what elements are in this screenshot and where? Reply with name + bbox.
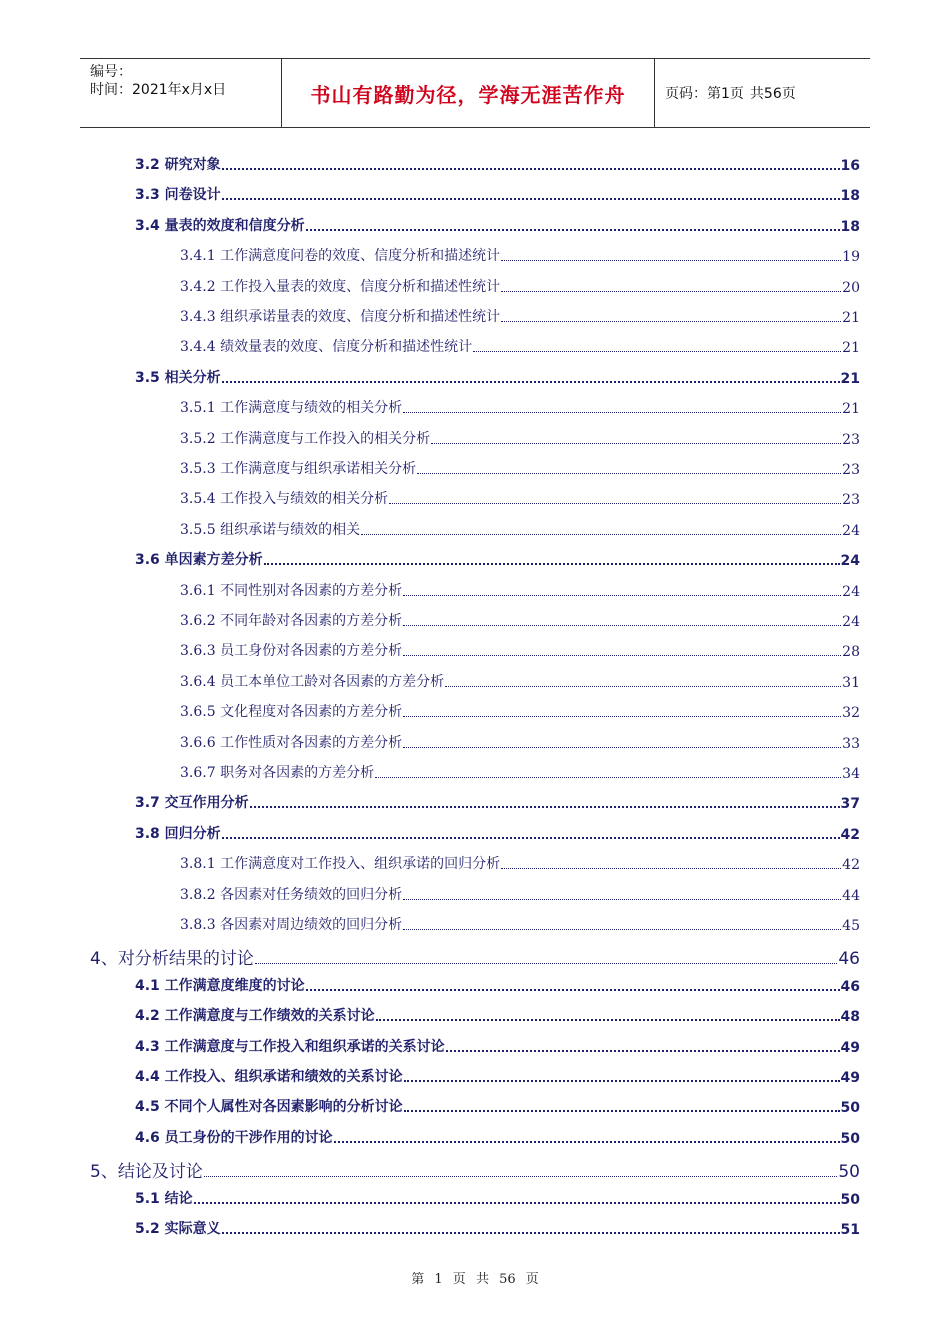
toc-entry-page: 32 — [842, 705, 860, 722]
toc-dot-leader — [403, 595, 841, 596]
footer-total-pages: 56 — [499, 1272, 516, 1287]
toc-entry-page: 18 — [840, 218, 860, 235]
toc-entry-title: 3.6.2 不同年龄对各因素的方差分析 — [180, 613, 403, 629]
toc-entry-page: 49 — [840, 1070, 860, 1086]
toc-entry[interactable] — [180, 762, 860, 782]
toc-entry-page: 21 — [840, 370, 860, 387]
toc-entry[interactable] — [180, 428, 860, 448]
toc-entry-page: 50 — [840, 1130, 860, 1147]
toc-dot-leader — [204, 1176, 838, 1177]
toc-entry-title: 5、结论及讨论 — [90, 1162, 203, 1183]
toc-entry-title: 3.8 回归分析 — [135, 825, 221, 842]
footer-di: 第 — [411, 1272, 425, 1287]
toc-entry[interactable] — [135, 549, 860, 569]
toc-dot-leader — [501, 868, 841, 869]
toc-entry-page: 50 — [840, 1100, 860, 1117]
toc-dot-leader — [222, 168, 840, 170]
toc-entry-title: 3.6.7 职务对各因素的方差分析 — [180, 765, 375, 781]
toc-dot-leader — [306, 229, 840, 231]
toc-entry[interactable] — [180, 853, 860, 873]
toc-entry[interactable] — [180, 397, 860, 417]
toc-dot-leader — [389, 503, 841, 504]
toc-entry-title: 3.6.6 工作性质对各因素的方差分析 — [180, 734, 403, 751]
footer-page-number: 1 — [434, 1272, 443, 1287]
toc-dot-leader — [431, 443, 841, 444]
toc-entry[interactable] — [180, 701, 860, 721]
toc-dot-leader — [255, 963, 838, 964]
toc-entry-page: 21 — [842, 401, 860, 418]
toc-entry-page: 49 — [840, 1039, 860, 1056]
toc-entry-title: 4.1 工作满意度维度的讨论 — [135, 977, 305, 994]
toc-entry-page: 23 — [842, 492, 860, 509]
toc-dot-leader — [501, 291, 841, 292]
toc-dot-leader — [404, 1110, 840, 1112]
toc-entry-title: 3.6.4 员工本单位工龄对各因素的方差分析 — [180, 673, 445, 690]
toc-entry-title: 3.3 问卷设计 — [135, 187, 221, 204]
toc-entry[interactable] — [135, 1218, 860, 1238]
toc-entry-title: 3.7 交互作用分析 — [135, 795, 249, 812]
toc-entry-title: 4.2 工作满意度与工作绩效的关系讨论 — [135, 1008, 375, 1025]
toc-entry-page: 50 — [838, 1162, 860, 1183]
toc-entry-title: 3.8.1 工作满意度对工作投入、组织承诺的回归分析 — [180, 856, 501, 873]
toc-dot-leader — [222, 381, 840, 383]
toc-dot-leader — [375, 777, 841, 778]
toc-dot-leader — [403, 899, 841, 900]
header-motto: 书山有路勤为径，学海无涯苦作舟 — [281, 59, 655, 127]
toc-entry[interactable] — [135, 154, 860, 174]
toc-entry[interactable] — [180, 306, 860, 326]
toc-entry-page: 23 — [842, 431, 860, 448]
toc-entry-title: 5.2 实际意义 — [135, 1221, 221, 1237]
toc-entry[interactable] — [90, 1157, 860, 1182]
toc-dot-leader — [404, 1080, 840, 1082]
toc-dot-leader — [194, 1202, 840, 1204]
toc-entry-page: 23 — [842, 462, 860, 478]
toc-entry[interactable] — [180, 732, 860, 752]
footer-gong: 共 — [475, 1272, 489, 1287]
toc-entry-title: 3.6 单因素方差分析 — [135, 552, 263, 569]
toc-entry-page: 16 — [840, 158, 860, 174]
toc-entry[interactable] — [135, 823, 860, 843]
toc-dot-leader — [222, 837, 840, 839]
toc-dot-leader — [403, 625, 841, 626]
toc-entry-page: 48 — [840, 1009, 860, 1026]
toc-entry-title: 5.1 结论 — [135, 1190, 193, 1207]
toc-entry-title: 3.5 相关分析 — [135, 369, 221, 386]
toc-dot-leader — [306, 989, 840, 991]
toc-entry[interactable] — [180, 488, 860, 508]
toc-entry-title: 3.6.1 不同性别对各因素的方差分析 — [180, 582, 403, 599]
toc-entry-page: 45 — [842, 918, 860, 934]
toc-entry[interactable] — [135, 1005, 860, 1025]
toc-entry[interactable] — [180, 884, 860, 904]
document-number-label: 编号： — [90, 64, 132, 80]
toc-entry-page: 42 — [840, 826, 860, 843]
toc-entry-page: 21 — [842, 310, 860, 326]
toc-dot-leader — [222, 198, 840, 200]
toc-entry[interactable] — [135, 1188, 860, 1208]
toc-entry[interactable] — [90, 944, 860, 969]
toc-entry[interactable] — [180, 610, 860, 630]
toc-entry-page: 21 — [842, 340, 860, 357]
toc-entry-title: 4.3 工作满意度与工作投入和组织承诺的关系讨论 — [135, 1038, 445, 1055]
toc-entry[interactable] — [135, 792, 860, 812]
toc-dot-leader — [446, 1050, 840, 1052]
toc-dot-leader — [403, 655, 841, 656]
toc-dot-leader — [403, 929, 841, 930]
toc-dot-leader — [417, 473, 841, 474]
header-meta — [80, 59, 281, 127]
toc-entry-title: 3.5.5 组织承诺与绩效的相关 — [180, 521, 361, 538]
toc-entry-title: 4、对分析结果的讨论 — [90, 949, 254, 970]
toc-entry[interactable] — [135, 1096, 860, 1116]
toc-entry-page: 51 — [840, 1222, 860, 1238]
toc-entry-page: 24 — [842, 522, 860, 539]
toc-entry[interactable] — [135, 367, 860, 387]
toc-entry-page: 46 — [838, 949, 860, 970]
toc-entry[interactable] — [180, 580, 860, 600]
toc-entry-title: 3.4.3 组织承诺量表的效度、信度分析和描述性统计 — [180, 309, 501, 325]
toc-entry[interactable] — [180, 914, 860, 934]
toc-entry-page: 18 — [840, 188, 860, 205]
header-page-info — [655, 59, 870, 127]
toc-dot-leader — [403, 412, 841, 413]
toc-dot-leader — [403, 747, 841, 748]
toc-entry-page: 24 — [842, 614, 860, 630]
toc-entry-page: 44 — [842, 887, 860, 904]
toc-entry-title: 3.5.4 工作投入与绩效的相关分析 — [180, 491, 389, 508]
toc-entry[interactable] — [180, 276, 860, 296]
toc-entry-page: 20 — [842, 279, 860, 296]
toc-entry-page: 24 — [842, 583, 860, 600]
toc-entry-title: 3.5.3 工作满意度与组织承诺相关分析 — [180, 461, 417, 477]
toc-entry-title: 3.4.2 工作投入量表的效度、信度分析和描述性统计 — [180, 278, 501, 295]
toc-entry[interactable] — [135, 1066, 860, 1086]
header-page-label: 页码：第1页 — [665, 86, 744, 102]
toc-entry[interactable] — [180, 671, 860, 691]
toc-dot-leader — [501, 260, 841, 261]
header-total-label: 共56页 — [749, 86, 796, 102]
toc-dot-leader — [445, 686, 841, 687]
toc-dot-leader — [473, 351, 841, 352]
toc-dot-leader — [264, 563, 840, 565]
toc-entry-title: 3.6.5 文化程度对各因素的方差分析 — [180, 704, 403, 721]
toc-dot-leader — [501, 321, 841, 322]
toc-entry-page: 42 — [842, 857, 860, 874]
toc-entry-title: 3.8.3 各因素对周边绩效的回归分析 — [180, 917, 403, 933]
document-time-label: 时间：2021年x月x日 — [90, 82, 227, 98]
toc-entry-title: 4.5 不同个人属性对各因素影响的分析讨论 — [135, 1099, 403, 1116]
toc-entry-title: 3.5.1 工作满意度与绩效的相关分析 — [180, 400, 403, 417]
toc-entry-title: 3.4.1 工作满意度问卷的效度、信度分析和描述统计 — [180, 248, 501, 265]
toc-dot-leader — [250, 806, 840, 808]
toc-entry-title: 3.2 研究对象 — [135, 157, 221, 173]
toc-entry-page: 19 — [842, 249, 860, 266]
toc-dot-leader — [334, 1141, 840, 1143]
toc-entry-page: 31 — [842, 674, 860, 691]
toc-entry-title: 4.6 员工身份的干涉作用的讨论 — [135, 1129, 333, 1146]
footer-ye: 页 — [452, 1272, 466, 1287]
toc-entry[interactable] — [180, 519, 860, 539]
toc-dot-leader — [376, 1019, 840, 1021]
toc-entry-page: 37 — [840, 796, 860, 813]
toc-entry[interactable] — [180, 640, 860, 660]
toc-entry[interactable] — [135, 975, 860, 995]
toc-entry[interactable] — [180, 336, 860, 356]
toc-entry[interactable] — [135, 1127, 860, 1147]
toc-entry-page: 33 — [842, 735, 860, 752]
toc-entry-page: 24 — [840, 553, 860, 570]
toc-entry-page: 50 — [840, 1191, 860, 1208]
toc-entry-title: 3.6.3 员工身份对各因素的方差分析 — [180, 643, 403, 660]
toc-entry-page: 46 — [840, 978, 860, 995]
toc-dot-leader — [403, 716, 841, 717]
toc-dot-leader — [361, 534, 841, 535]
toc-entry-title: 3.5.2 工作满意度与工作投入的相关分析 — [180, 430, 431, 447]
toc-entry-page: 34 — [842, 766, 860, 782]
page-header — [80, 58, 870, 128]
toc-entry-title: 3.4.4 绩效量表的效度、信度分析和描述性统计 — [180, 339, 473, 356]
toc-entry[interactable] — [135, 1036, 860, 1056]
toc-entry[interactable] — [135, 215, 860, 235]
toc-entry-title: 4.4 工作投入、组织承诺和绩效的关系讨论 — [135, 1069, 403, 1085]
toc-entry-title: 3.4 量表的效度和信度分析 — [135, 217, 305, 234]
toc-dot-leader — [222, 1232, 840, 1234]
footer-ye2: 页 — [525, 1272, 539, 1287]
toc-entry-title: 3.8.2 各因素对任务绩效的回归分析 — [180, 886, 403, 903]
toc-entry[interactable] — [180, 245, 860, 265]
page-footer — [0, 1268, 950, 1287]
toc-entry-page: 28 — [842, 644, 860, 661]
toc-entry[interactable] — [135, 184, 860, 204]
toc-entry[interactable] — [180, 458, 860, 478]
